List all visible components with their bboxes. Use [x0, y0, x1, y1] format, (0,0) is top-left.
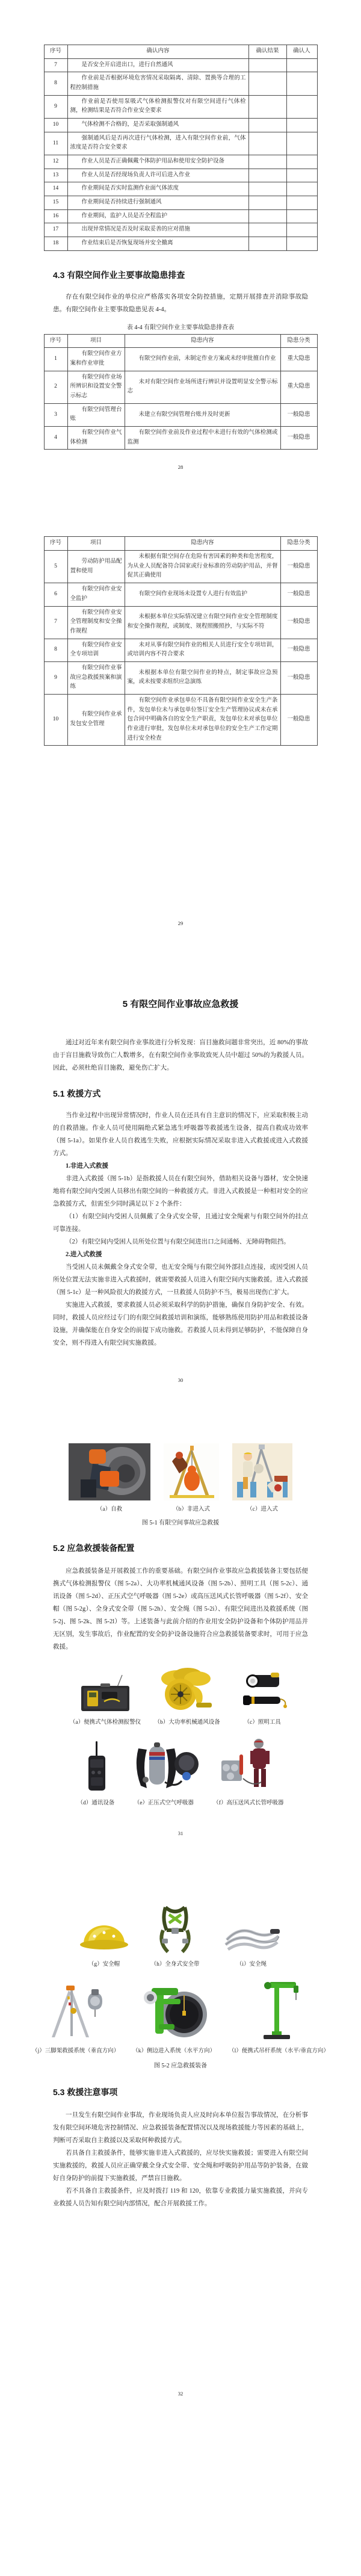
figure-caption: （h）全身式安全带: [150, 1961, 200, 1968]
row-no: 9: [44, 661, 67, 694]
row-content: 作业前是否根据环境危害情况采取隔离、清除、置换等合理的工程控制措施: [67, 72, 248, 95]
table-row: [44, 348, 317, 371]
figure-caption: （d）通讯设备: [77, 1800, 115, 1807]
row-no: 16: [44, 209, 67, 223]
confirm-person-cell: [286, 182, 317, 196]
equipment-config-para: 应急救援装备是开展救援工作的重要基础。有限空间作业事故应急救援装备主要包括便携式气体检测报警仪（图 5-2a）、大功率机械通风设备（图 5-2b）、照明工具（图 5-2c）、通讯设备（图 5-2d）、正压式空气呼吸器（图 5-2e）或高压送风式长管呼吸器（图 5-2f）、安全帽（图 5-2g）、全身式安全带（图 5-2h）、安全绳（图 5-2i）、有限空间进出及救援系统（图 5-2j、图 5-2k、图 5-2l）等。上述装备与此前介绍的作业用安全防护设备和个体防护用品并无区别，发生事故后，作业配置的安全防护设备设施符合应急救援装备要求时，可用于应急救援。: [53, 1568, 308, 1651]
row-item: 有限空间作业安全专项培训: [67, 639, 125, 661]
figure-5-1c: [232, 1443, 292, 1512]
row-no: 17: [44, 223, 67, 237]
rescue-mode-para: 当作业过程中出现异常情况时，作业人员在还具有自主意识的情况下，应采取积极主动的自救措施。作业人员可使用隔绝式紧急逃生呼吸器等救援逃生设备，提高自救成功效率（图 5-1a）。如果作业人员自救逃生失败，应根据实际情况采取非进入式救援或进入式救援方式。: [53, 1112, 308, 1157]
walkie-talkie-image: [78, 1740, 114, 1794]
table-row: [44, 58, 317, 72]
page-number-32: 32: [177, 2391, 184, 2397]
row-content: 作业期间，监护人员是否全程监护: [67, 209, 248, 223]
section-4-3-heading: 4.3 有限空间作业主要事故隐患排查: [53, 270, 185, 280]
row-class: 一般隐患: [280, 427, 317, 450]
row-no: 10: [44, 119, 67, 132]
confirm-result-cell: [248, 119, 286, 132]
row-content: 作业结束后是否恢复现场并安全撤离: [67, 237, 248, 251]
non-entry-rescue-subheading: 1.非进入式救援: [66, 1163, 108, 1170]
lighting-tools-image: [233, 1671, 291, 1714]
table-row: [44, 169, 317, 182]
table-row: [44, 694, 317, 745]
row-hazard: 未根据本单位有限空间作业的特点，制定事故应急预案，或未按要求组织应急演练: [125, 661, 280, 694]
row-item: 有限空间作业气体检测: [67, 427, 125, 450]
section-5-3-heading: 5.3 救援注意事项: [53, 2087, 118, 2098]
entry-rescue-para-2: 实施进入式救援，要求救援人员必须采取科学的防护措施，确保自身防护安全、有效。同时，救援人员应经过专门的有限空间救援培训和演练，能够熟练使用防护用品和救援设备设施，并确保能在自身安全的前提下成功施救。若救援人员未得到足够防护，不能保障自身安全，则不得进入有限空间实施救援。: [53, 1302, 308, 1347]
confirm-result-cell: [248, 58, 286, 72]
table-row: [44, 209, 317, 223]
col-header-content: 确认内容: [67, 45, 248, 59]
scba-image: [128, 1740, 200, 1794]
table-row: [44, 196, 317, 210]
row-no: 14: [44, 182, 67, 196]
table-row: [44, 182, 317, 196]
figure-caption: （b）非进入式: [173, 1506, 210, 1513]
figure-5-1-title: 图 5-1 有限空间事故应急救援: [141, 1520, 220, 1527]
full-body-harness-image: [145, 1904, 205, 1955]
row-class: 一般隐患: [280, 551, 317, 583]
row-hazard: 有限空间作业前及作业过程中未进行有效的气体检测或监测: [125, 427, 280, 450]
row-content: 是否安全开启进出口，进行自然通风: [67, 58, 248, 72]
section-4-3-intro: 存在有限空间作业的单位应严格落实各项安全防控措施，定期开展排查并消除事故隐患。有限空间作业主要事故隐患见表 4-4。: [53, 293, 308, 313]
confirm-result-cell: [248, 209, 286, 223]
rescue-notes-para-3: 若不具备自主救援条件，应及时拨打 119 和 120，依靠专业救援力量实施救援，并向专业救援人员告知有限空间内部情况，配合开展救援工作。: [53, 2188, 308, 2208]
row-no: 4: [44, 427, 67, 450]
row-hazard: 有限空间作业前，未制定作业方案或未经审批擅自作业: [125, 348, 280, 371]
table-row: [44, 223, 317, 237]
figure-5-2k: [132, 1982, 215, 2054]
side-entry-system-image: [135, 1982, 213, 2042]
figure-5-2-row-2: [0, 1736, 361, 1806]
gas-detector-kit-image: [75, 1674, 135, 1714]
col-header-item: 项目: [67, 537, 125, 551]
row-hazard: 未根据有限空间存在危险有害因素的种类和危害程度，为从业人员配备符合国家或行业标准的劳动防护用品，并督促其正确使用: [125, 551, 280, 583]
row-content: 作业人员是否经现场负责人许可后进入作业: [67, 169, 248, 182]
figure-5-2-row-4: [0, 1980, 361, 2054]
rescue-notes-para-1: 一旦发生有限空间作业事故，作业现场负责人应及时向本单位报告事故情况，在分析事发有限空间环境危害控制情况、应急救援装备配置情况以及现场救援能力等因素的基础上，判断可否采取自主救援以及采取何种救援方式。: [53, 2112, 308, 2144]
table-row: [44, 639, 317, 661]
row-no: 10: [44, 694, 67, 745]
row-hazard: 未建立有限空间管理台账并及时更新: [125, 403, 280, 426]
row-content: 出现异常情况是否及时采取妥善的应对措施: [67, 223, 248, 237]
row-content: 作业期间是否实时监测作业面气体浓度: [67, 182, 248, 196]
confirm-person-cell: [286, 95, 317, 118]
row-class: 一般隐患: [280, 583, 317, 606]
figure-5-2-row-3: [0, 1904, 361, 1968]
confirm-result-cell: [248, 196, 286, 210]
row-content: 作业人员是否正确佩戴个体防护用品和使用安全防护设备: [67, 155, 248, 169]
confirm-result-cell: [248, 95, 286, 118]
entry-rescue-para-1: 当受困人员未佩戴全身式安全带，也无安全绳与有限空间外部挂点连接，或因受困人员所处位置无法实施非进入式救援时，就需要救援人员进入有限空间内实施救援。进入式救援（图 5-1c）是一种风险很大的救援方式，一旦救援人员防护不当，极易出现伤亡扩大。: [53, 1264, 308, 1296]
row-content: 作业期间是否持续进行强制通风: [67, 196, 248, 210]
row-item: 有限空间作业承发包安全管理: [67, 694, 125, 745]
confirm-person-cell: [286, 237, 317, 251]
figure-5-2g: [76, 1912, 132, 1968]
supplied-air-respirator-image: [215, 1736, 282, 1794]
confirm-person-cell: [286, 58, 317, 72]
row-no: 9: [44, 95, 67, 118]
figure-5-1a: [69, 1443, 150, 1512]
row-no: 1: [44, 348, 67, 371]
chapter-5-heading: 5 有限空间作业事故应急救援: [122, 999, 239, 1010]
safety-rope-image: [218, 1919, 285, 1955]
entry-rescue-illustration: [232, 1443, 292, 1500]
row-item: 有限空间作业事故应急救援预案和演练: [67, 661, 125, 694]
row-class: 一般隐患: [280, 661, 317, 694]
row-no: 12: [44, 155, 67, 169]
confirm-person-cell: [286, 209, 317, 223]
ventilation-fan-image: [154, 1663, 220, 1714]
figure-5-2-title: 图 5-2 应急救援装备: [153, 2063, 208, 2070]
self-rescue-photo: [69, 1443, 150, 1500]
table-header-row: [44, 45, 317, 59]
table-row: [44, 606, 317, 639]
table-row: [44, 72, 317, 95]
figure-5-1-row: [0, 1443, 361, 1512]
figure-caption: （a）便携式气体检测报警仪: [69, 1720, 141, 1726]
row-class: 一般隐患: [280, 403, 317, 426]
hazard-table-page2: [44, 536, 318, 746]
row-hazard: 未对从事有限空间作业的相关人员进行安全专项培训，或培训内容不符合要求: [125, 639, 280, 661]
table-header-row: [44, 537, 317, 551]
figure-5-2e: [128, 1740, 200, 1806]
confirm-person-cell: [286, 223, 317, 237]
row-class: 一般隐患: [280, 606, 317, 639]
row-hazard: 有限空间作业承包单位不具备有限空间作业安全生产条件，发包单位未与承包单位签订安全生产管理协议或未在承包合同中明确各自的安全生产职责，发包单位未对承包单位作业进行审批，发包单位未对承包单位的安全生产工作定期进行安全检查: [125, 694, 280, 745]
col-header-hazard: 隐患内容: [125, 537, 280, 551]
confirm-person-cell: [286, 132, 317, 155]
figure-caption: （k）侧边进入系统（水平方向）: [132, 2048, 216, 2055]
page-number-30: 30: [177, 1377, 184, 1384]
table-4-4-caption: 表 4-4 有限空间作业主要事故隐患排查表: [126, 324, 235, 331]
row-no: 18: [44, 237, 67, 251]
figure-caption: （b）大功率机械通风设备: [154, 1720, 220, 1726]
confirm-result-cell: [248, 237, 286, 251]
table-row: [44, 95, 317, 118]
table-row: [44, 237, 317, 251]
confirm-person-cell: [286, 155, 317, 169]
hazard-table-page1: [44, 334, 318, 450]
table-row: [44, 119, 317, 132]
row-item: 有限空间作业安全监护: [67, 583, 125, 606]
row-no: 2: [44, 371, 67, 403]
row-no: 11: [44, 132, 67, 155]
row-item: 有限空间管理台账: [67, 403, 125, 426]
figure-5-1b: [164, 1443, 219, 1512]
figure-5-2b: [154, 1663, 220, 1726]
table-row: [44, 427, 317, 450]
row-no: 3: [44, 403, 67, 426]
confirm-result-cell: [248, 169, 286, 182]
figure-caption: （i）安全绳: [236, 1961, 267, 1968]
figure-caption: （g）安全帽: [88, 1961, 120, 1968]
davit-arm-system-image: [251, 1980, 306, 2042]
col-header-class: 隐患分类: [280, 334, 317, 348]
col-header-person: 确认人: [286, 45, 317, 59]
col-header-no: 序号: [44, 45, 67, 59]
table-row: [44, 661, 317, 694]
figure-caption: （a）自救: [96, 1506, 123, 1513]
row-class: 重大隐患: [280, 371, 317, 403]
document: [0, 45, 361, 2415]
page-number-28: 28: [177, 464, 184, 471]
row-content: 作业前是否使用泵吸式气体检测报警仪对有限空间进行气体检测，检测结果是否符合作业安全要求: [67, 95, 248, 118]
rescue-notes-para-2: 若具备自主救援条件，能够实施非进入式救援的，应尽快实施救援；需要进入有限空间实施救援的，救援人员应正确穿戴全身式安全带、安全绳和呼吸防护用品等防护装备，在做好自身防护的前提下实施救援，严禁盲目施救。: [53, 2150, 308, 2182]
confirm-result-cell: [248, 155, 286, 169]
confirm-result-cell: [248, 132, 286, 155]
figure-caption: （c）进入式: [247, 1506, 278, 1513]
confirm-result-cell: [248, 182, 286, 196]
non-entry-rescue-photo: [164, 1443, 219, 1500]
figure-5-2l: [229, 1980, 329, 2054]
figure-5-2d: [78, 1740, 115, 1806]
confirm-person-cell: [286, 169, 317, 182]
row-content: 强制通风后是否再次进行气体检测，进入有限空间作业前，气体浓度是否符合安全要求: [67, 132, 248, 155]
figure-caption: （f）高压送风式长管呼吸器: [213, 1800, 284, 1807]
row-class: 一般隐患: [280, 639, 317, 661]
row-no: 8: [44, 639, 67, 661]
table-row: [44, 583, 317, 606]
section-5-1-heading: 5.1 救援方式: [53, 1089, 101, 1099]
tripod-rescue-system-image: [40, 1982, 112, 2042]
row-no: 5: [44, 551, 67, 583]
row-item: 有限空间作业安全管理制度和安全操作规程: [67, 606, 125, 639]
row-no: 7: [44, 606, 67, 639]
row-hazard: 有限空间作业现场未设置专人进行有效监护: [125, 583, 280, 606]
table-row: [44, 132, 317, 155]
row-no: 7: [44, 58, 67, 72]
row-no: 8: [44, 72, 67, 95]
row-hazard: 未根据本单位实际情况建立有限空间作业安全管理制度和安全操作规程，或制度、规程照搬照抄，与实际不符: [125, 606, 280, 639]
confirm-person-cell: [286, 72, 317, 95]
section-5-2-heading: 5.2 应急救援装备配置: [53, 1543, 135, 1553]
page-number-29: 29: [177, 920, 184, 927]
figure-5-2a: [70, 1674, 141, 1726]
confirm-person-cell: [286, 119, 317, 132]
table-row: [44, 551, 317, 583]
figure-5-2c: [233, 1671, 291, 1726]
col-header-class: 隐患分类: [280, 537, 317, 551]
col-header-result: 确认结果: [248, 45, 286, 59]
non-entry-condition-1: （1）有限空间内受困人员佩戴了全身式安全带，且通过安全绳索与有限空间外的挂点可靠连接。: [53, 1213, 308, 1233]
page-number-31: 31: [177, 1830, 184, 1837]
row-class: 重大隐患: [280, 348, 317, 371]
col-header-item: 项目: [67, 334, 125, 348]
row-item: 有限空间作业场所辨识和设置安全警示标志: [67, 371, 125, 403]
row-item: 有限空间作业方案和作业审批: [67, 348, 125, 371]
confirm-person-cell: [286, 196, 317, 210]
row-class: 一般隐患: [280, 694, 317, 745]
table-row: [44, 371, 317, 403]
table-row: [44, 403, 317, 426]
figure-caption: （j）三脚架救援系统（垂直方向）: [32, 2048, 120, 2055]
figure-caption: （l）便携式吊杆系统（水平/垂直方向）: [229, 2048, 329, 2055]
pre-work-confirmation-table: [44, 45, 318, 251]
confirm-result-cell: [248, 72, 286, 95]
table-row: [44, 155, 317, 169]
safety-helmet-image: [76, 1912, 132, 1955]
figure-5-2i: [218, 1919, 285, 1968]
row-hazard: 未对有限空间作业场所进行辨识并设置明显安全警示标志: [125, 371, 280, 403]
row-no: 6: [44, 583, 67, 606]
figure-caption: （e）正压式空气呼吸器: [134, 1800, 194, 1807]
figure-5-2f: [213, 1736, 283, 1806]
non-entry-rescue-para: 非进入式救援（图 5-1b）是指救援人员在有限空间外，借助相关设备与器材，安全快速地将有限空间内受困人员移出有限空间的一种救援方式。非进入式救援是一种相对安全的应急救援方式，但需至少同时满足以下 2 个条件：: [53, 1175, 308, 1208]
col-header-hazard: 隐患内容: [125, 334, 280, 348]
col-header-no: 序号: [44, 537, 67, 551]
col-header-no: 序号: [44, 334, 67, 348]
figure-5-2-row-1: [0, 1663, 361, 1726]
row-content: 气体检测不合格的，是否采取强制通风: [67, 119, 248, 132]
confirm-result-cell: [248, 223, 286, 237]
non-entry-condition-2: （2）有限空间内受困人员所处位置与有限空间进出口之间通畅、无障碍物阻挡。: [66, 1239, 290, 1246]
figure-caption: （c）照明工具: [244, 1720, 281, 1726]
row-no: 13: [44, 169, 67, 182]
row-no: 15: [44, 196, 67, 210]
figure-5-2h: [145, 1904, 205, 1968]
table-header-row: [44, 334, 317, 348]
chapter-5-intro: 通过对近年来有限空间作业事故进行分析发现：盲目施救问题非常突出，近 80%的事故由于盲目施救导致伤亡人数增多，在有限空间作业事故致死人员中超过 50%的为救援人员。因此，必须杜绝盲目施救，避免伤亡扩大。: [53, 1039, 308, 1072]
entry-rescue-subheading: 2.进入式救援: [66, 1251, 102, 1259]
figure-5-2j: [32, 1982, 119, 2054]
row-item: 劳动防护用品配置和使用: [67, 551, 125, 583]
